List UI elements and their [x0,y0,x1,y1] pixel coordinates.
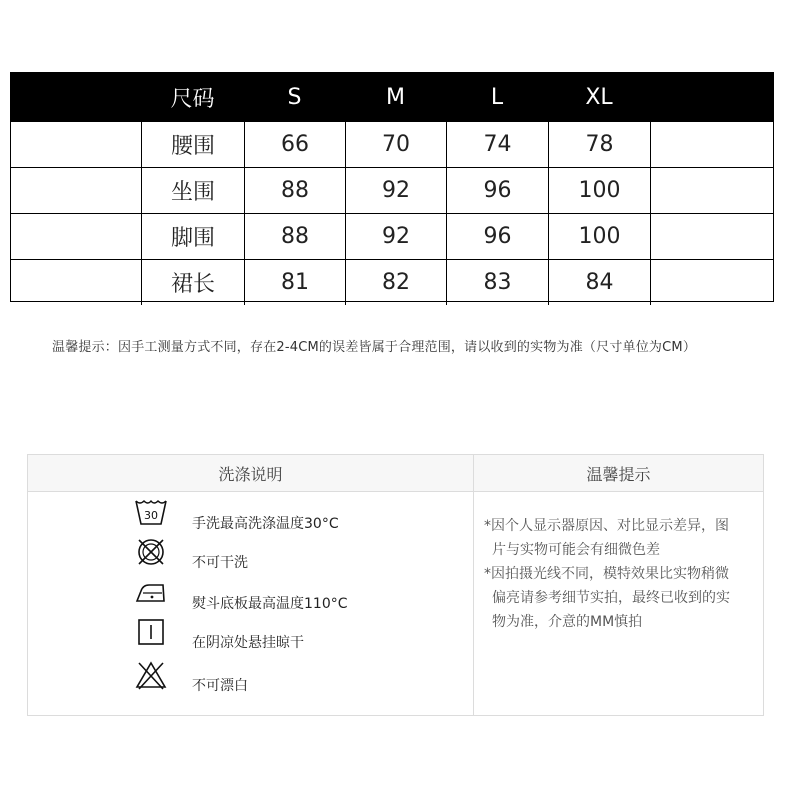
header-blank [11,73,141,121]
table-cell: 88 [244,168,345,213]
care-tips-heading: 温馨提示 [586,464,651,484]
hand-wash-30-icon [133,497,169,529]
tip-line: *因个人显示器原因、对比显示差异，图 [484,518,729,534]
header-blank-end [650,73,773,121]
table-row [11,121,773,167]
header-size-m: M [386,84,405,110]
size-table-header [11,73,773,121]
header-size-xl: XL [585,84,613,110]
table-cell: 92 [345,168,446,213]
hang-dry-shade-icon [133,616,169,648]
table-cell: 96 [446,168,548,213]
table-cell: 92 [345,214,446,259]
care-item-label: 熨斗底板最高温度110°C [192,596,348,612]
table-row [11,213,773,259]
care-item-label: 不可漂白 [192,678,248,694]
table-cell: 70 [345,122,446,167]
table-cell: 82 [345,260,446,305]
tip-item [484,514,754,562]
header-size-label: 尺码 [170,86,215,112]
size-table [10,72,774,302]
table-cell: 66 [244,122,345,167]
table-cell: 100 [548,214,650,259]
row-label: 腰围 [141,122,244,167]
row-label: 脚围 [141,214,244,259]
no-dry-clean-icon [133,536,169,568]
care-table-header [28,455,763,492]
tip-line: 物为准，介意的MM慎拍 [492,614,643,630]
row-label: 坐围 [141,168,244,213]
table-cell: 96 [446,214,548,259]
table-cell: 81 [244,260,345,305]
care-instructions [28,492,474,716]
tip-line: *因拍摄光线不同，模特效果比实物稍微 [484,566,729,582]
table-cell: 100 [548,168,650,213]
iron-icon [133,577,169,609]
care-item-label: 在阴凉处悬挂晾干 [192,635,304,651]
table-cell: 78 [548,122,650,167]
tip-line: 片与实物可能会有细微色差 [492,542,660,558]
care-instructions-heading: 洗涤说明 [28,455,474,491]
care-item-label: 不可干洗 [192,555,248,571]
header-size-s: S [287,84,302,110]
header-size-l: L [490,84,504,110]
care-table [27,454,764,716]
table-row [11,167,773,213]
table-cell: 83 [446,260,548,305]
tip-item [484,562,754,634]
tip-line: 偏亮请参考细节实拍，最终已收到的实 [492,590,730,606]
care-item-label: 手洗最高洗涤温度30°C [192,516,339,532]
care-tips [474,492,763,716]
row-label: 裙长 [141,260,244,305]
table-cell: 88 [244,214,345,259]
table-cell: 84 [548,260,650,305]
no-bleach-icon [133,659,169,691]
svg-text:30: 30 [144,509,158,522]
measurement-note: 温馨提示：因手工测量方式不同，存在2-4CM的误差皆属于合理范围，请以收到的实物为准（尺寸单位为CM） [52,340,697,355]
table-row [11,259,773,305]
table-cell: 74 [446,122,548,167]
